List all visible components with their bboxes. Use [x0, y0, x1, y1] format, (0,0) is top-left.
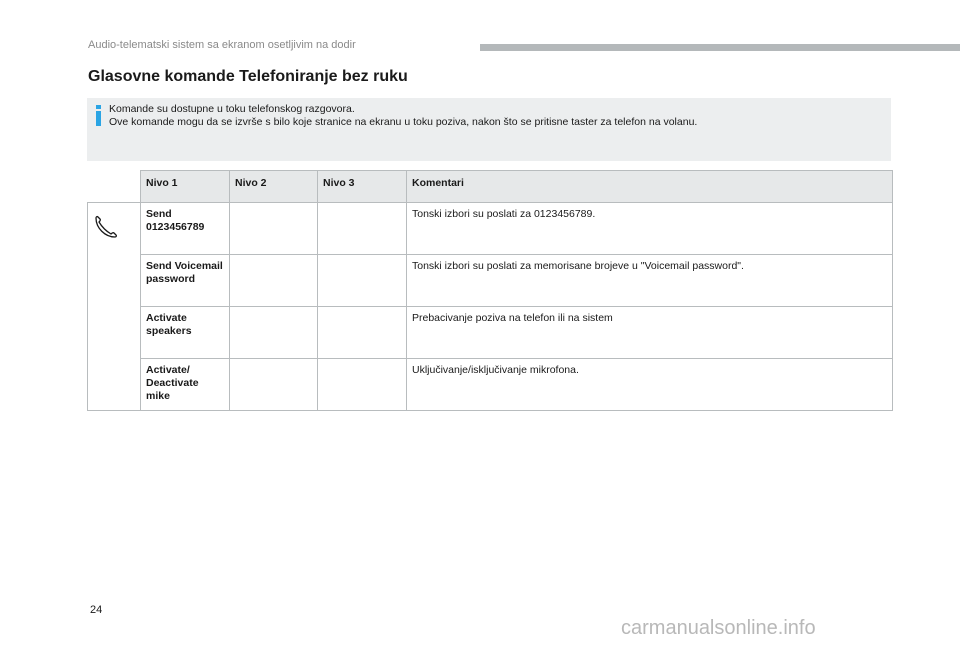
info-line-1: Komande su dostupne u toku telefonskog razgovora.: [109, 103, 355, 115]
table-row: [88, 307, 893, 359]
level3-cell: [318, 203, 407, 255]
comment-cell: Tonski izbori su poslati za 0123456789.: [407, 203, 893, 255]
level2-cell: [230, 255, 318, 307]
header-komentari: Komentari: [407, 171, 893, 203]
table-header-row: [88, 171, 893, 203]
header-bar: [480, 44, 960, 51]
phone-icon-cell: [88, 203, 141, 411]
level2-cell: [230, 359, 318, 411]
commands-table: [87, 170, 893, 411]
level1-cell: Send Voicemail password: [141, 255, 230, 307]
comment-cell: Uključivanje/isključivanje mikrofona.: [407, 359, 893, 411]
table-row: [88, 359, 893, 411]
level2-cell: [230, 307, 318, 359]
level1-cell: Activate/ Deactivate mike: [141, 359, 230, 411]
header-nivo-2: Nivo 2: [230, 171, 318, 203]
header-nivo-3: Nivo 3: [318, 171, 407, 203]
header-nivo-1: Nivo 1: [141, 171, 230, 203]
info-box: [87, 98, 891, 161]
table-row: [88, 203, 893, 255]
info-icon: [95, 105, 102, 126]
section-title: Audio-telematski sistem sa ekranom osetljivim na dodir: [88, 39, 356, 51]
page-number: 24: [90, 604, 103, 616]
info-line-2: Ove komande mogu da se izvrše s bilo koje stranice na ekranu u toku poziva, nakon što se pritisne taster za telefon na volanu.: [109, 116, 698, 128]
level1-cell: Send 0123456789: [141, 203, 230, 255]
watermark: carmanualsonline.info: [621, 617, 816, 639]
comment-cell: Tonski izbori su poslati za memorisane brojeve u "Voicemail password".: [407, 255, 893, 307]
level1-cell: Activate speakers: [141, 307, 230, 359]
header-blank: [88, 171, 141, 203]
comment-cell: Prebacivanje poziva na telefon ili na sistem: [407, 307, 893, 359]
level3-cell: [318, 359, 407, 411]
level2-cell: [230, 203, 318, 255]
level3-cell: [318, 255, 407, 307]
phone-icon: [93, 214, 119, 240]
page-title: Glasovne komande Telefoniranje bez ruku: [88, 68, 408, 85]
level3-cell: [318, 307, 407, 359]
table-row: [88, 255, 893, 307]
